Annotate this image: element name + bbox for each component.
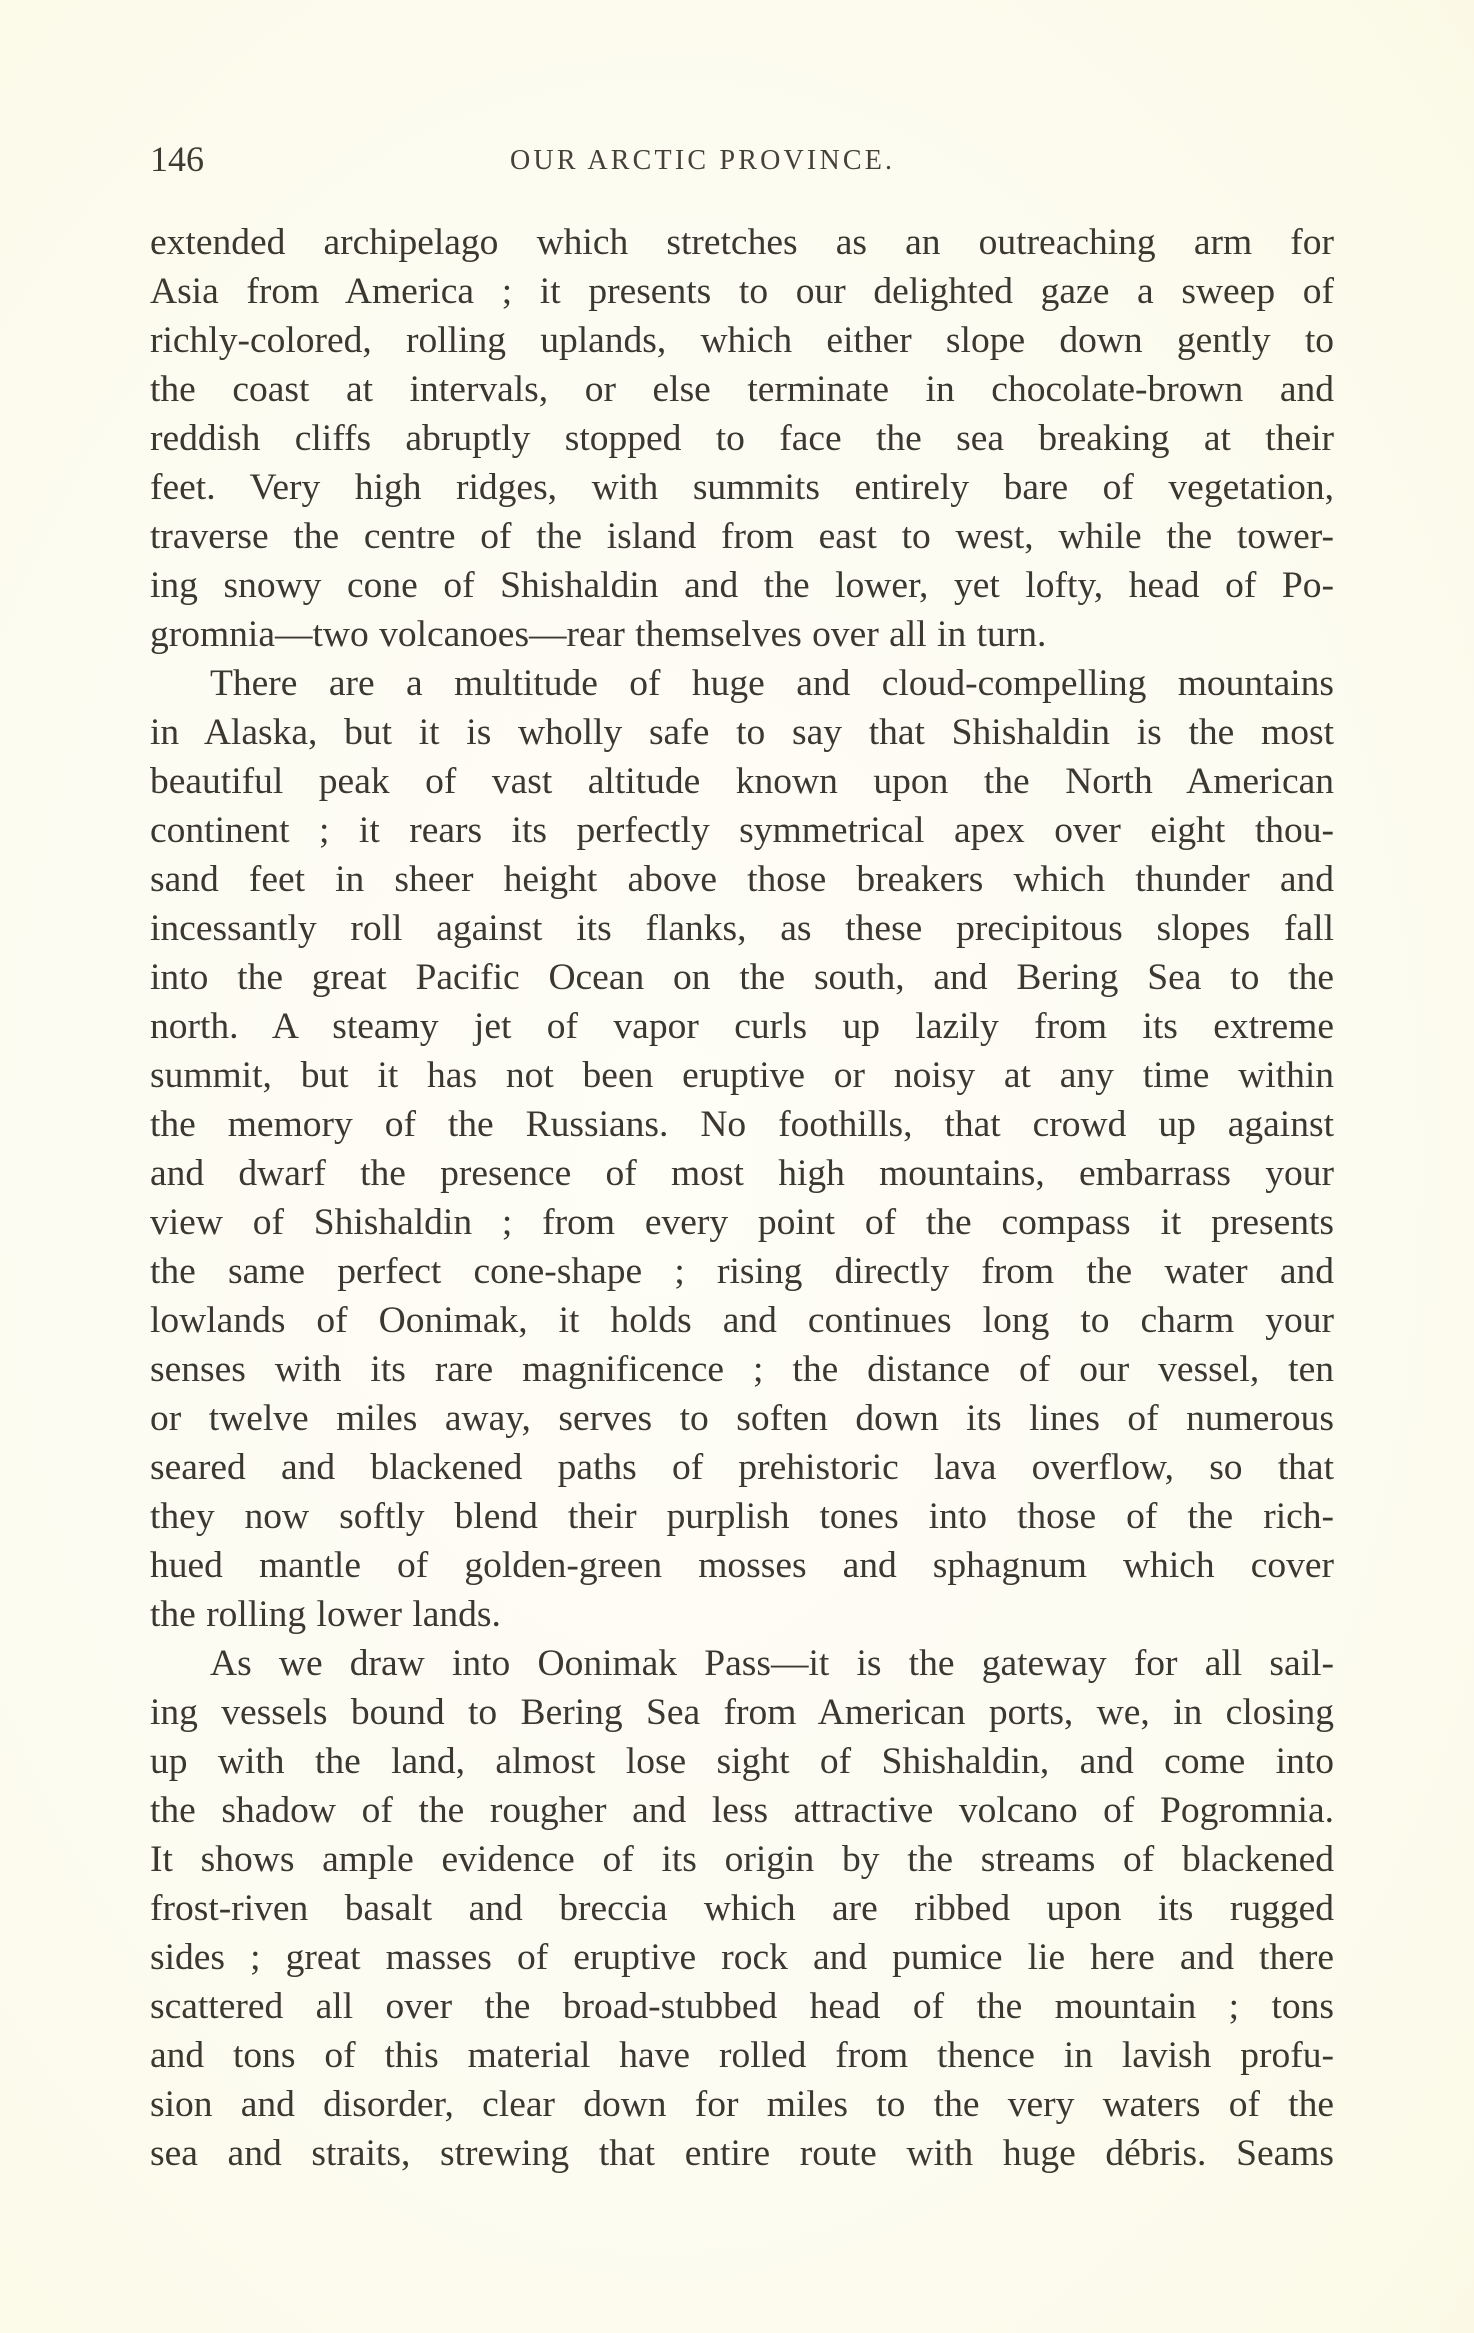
text-line: ing vessels bound to Bering Sea from American ports, we, in closing — [150, 1692, 1334, 1733]
text-line: Asia from America ; it presents to our delighted gaze a sweep of — [150, 271, 1334, 312]
text-line: sides ; great masses of eruptive rock and pumice lie here and there — [150, 1937, 1334, 1978]
text-line: and dwarf the presence of most high mountains, embarrass your — [150, 1153, 1334, 1194]
text-line: scattered all over the broad-stubbed head of the mountain ; tons — [150, 1986, 1334, 2027]
text-line: ing snowy cone of Shishaldin and the lower, yet lofty, head of Po- — [150, 565, 1334, 606]
text-line-paragraph-end: gromnia—two volcanoes—rear themselves over all in turn. — [150, 614, 1047, 655]
text-line: view of Shishaldin ; from every point of the compass it presents — [150, 1202, 1334, 1243]
text-line-paragraph-start: There are a multitude of huge and cloud-compelling mountains — [210, 663, 1334, 704]
text-line: and tons of this material have rolled from thence in lavish profu- — [150, 2035, 1334, 2076]
body-text — [150, 218, 1334, 2178]
text-line: lowlands of Oonimak, it holds and continues long to charm your — [150, 1300, 1334, 1341]
text-line: incessantly roll against its flanks, as these precipitous slopes fall — [150, 908, 1334, 949]
text-line: the memory of the Russians. No foothills, that crowd up against — [150, 1104, 1334, 1145]
text-line: into the great Pacific Ocean on the south, and Bering Sea to the — [150, 957, 1334, 998]
text-line-paragraph-start: As we draw into Oonimak Pass—it is the gateway for all sail- — [210, 1643, 1334, 1684]
text-line: feet. Very high ridges, with summits entirely bare of vegetation, — [150, 467, 1334, 508]
text-line: frost-riven basalt and breccia which are ribbed upon its rugged — [150, 1888, 1334, 1929]
text-line: It shows ample evidence of its origin by the streams of blackened — [150, 1839, 1334, 1880]
text-line: north. A steamy jet of vapor curls up lazily from its extreme — [150, 1006, 1334, 1047]
running-head — [150, 141, 1334, 181]
text-line: in Alaska, but it is wholly safe to say that Shishaldin is the most — [150, 712, 1334, 753]
text-line: they now softly blend their purplish tones into those of the rich- — [150, 1496, 1334, 1537]
text-line: the shadow of the rougher and less attractive volcano of Pogromnia. — [150, 1790, 1334, 1831]
text-line: beautiful peak of vast altitude known upon the North American — [150, 761, 1334, 802]
text-line: richly-colored, rolling uplands, which either slope down gently to — [150, 320, 1334, 361]
text-line: the same perfect cone-shape ; rising directly from the water and — [150, 1251, 1334, 1292]
book-page — [150, 0, 1334, 2333]
text-line: seared and blackened paths of prehistoric lava overflow, so that — [150, 1447, 1334, 1488]
text-line: sion and disorder, clear down for miles to the very waters of the — [150, 2084, 1334, 2125]
paragraph — [150, 218, 1334, 659]
text-line: senses with its rare magnificence ; the distance of our vessel, ten — [150, 1349, 1334, 1390]
paragraph — [150, 1639, 1334, 2178]
text-line: hued mantle of golden-green mosses and sphagnum which cover — [150, 1545, 1334, 1586]
text-line: sea and straits, strewing that entire route with huge débris. Seams — [150, 2133, 1334, 2174]
text-line: traverse the centre of the island from east to west, while the tower- — [150, 516, 1334, 557]
text-line: up with the land, almost lose sight of Shishaldin, and come into — [150, 1741, 1334, 1782]
text-line-paragraph-end: the rolling lower lands. — [150, 1594, 501, 1635]
page-number: 146 — [150, 139, 204, 179]
text-line: reddish cliffs abruptly stopped to face the sea breaking at their — [150, 418, 1334, 459]
text-line: summit, but it has not been eruptive or noisy at any time within — [150, 1055, 1334, 1096]
paragraph — [150, 659, 1334, 1639]
text-line: continent ; it rears its perfectly symmetrical apex over eight thou- — [150, 810, 1334, 851]
text-line: the coast at intervals, or else terminate in chocolate-brown and — [150, 369, 1334, 410]
text-line: or twelve miles away, serves to soften down its lines of numerous — [150, 1398, 1334, 1439]
text-line: sand feet in sheer height above those breakers which thunder and — [150, 859, 1334, 900]
text-line: extended archipelago which stretches as an outreaching arm for — [150, 222, 1334, 263]
running-title: OUR ARCTIC PROVINCE. — [510, 145, 896, 176]
